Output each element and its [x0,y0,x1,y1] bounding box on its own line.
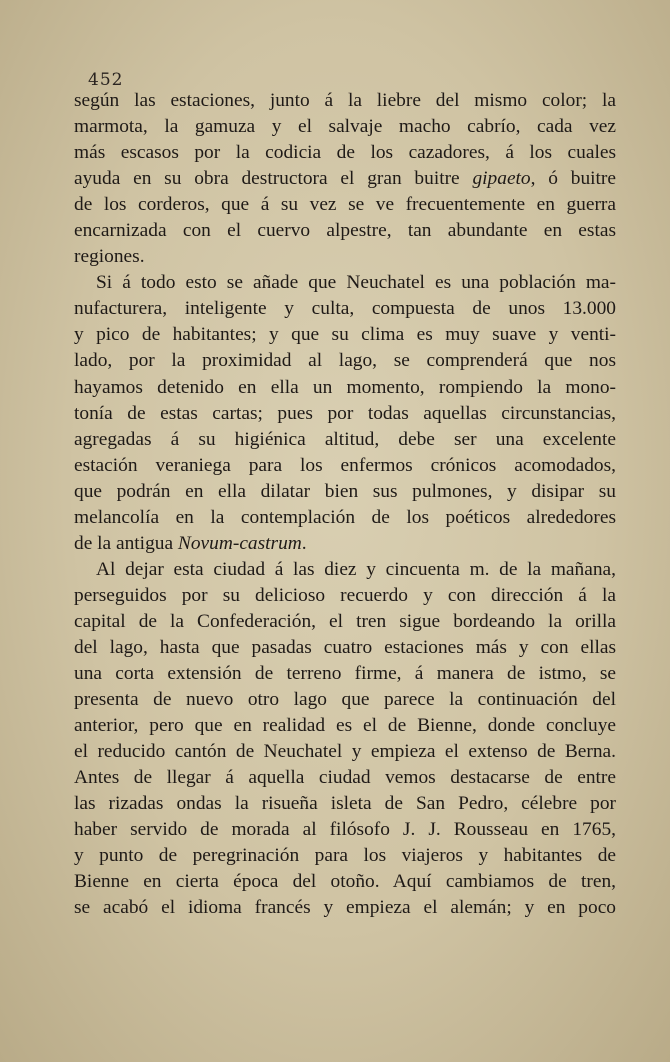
text-line: encarnizada con el cuervo alpestre, tan abundante en estas [74,220,616,242]
text-line: perseguidos por su delicioso recuerdo y con dirección á la [74,584,616,606]
text-line: estación veraniega para los enfermos crónicos acomodados, [74,454,616,476]
text-line [74,166,616,192]
text-line: las rizadas ondas la risueña isleta de San Pedro, célebre por [74,793,616,815]
body-text [74,88,616,922]
page-number: 452 [88,70,124,90]
text-line: marmota, la gamuza y el salvaje macho cabrío, cada vez [74,116,616,138]
text-line: capital de la Confederación, el tren sigue bordeando la orilla [74,610,616,632]
text-line: que podrán en ella dilatar bien sus pulmones, y disipar su [74,480,616,502]
text-line: Al dejar esta ciudad á las diez y cincuenta m. de la mañana, [96,558,616,580]
text-line: del lago, hasta que pasadas cuatro estaciones más y con ellas [74,636,616,658]
text-line: melancolía en la contemplación de los poéticos alrededores [74,506,616,528]
italic-term: gipaeto [472,168,531,190]
text-line: agregadas á su higiénica altitud, debe ser una excelente [74,428,616,450]
text-line: el reducido cantón de Neuchatel y empieza el extenso de Berna. [74,741,616,763]
text-line: Si á todo esto se añade que Neuchatel es una población ma- [96,272,616,294]
text-segment: . [301,532,307,554]
text-line: haber servido de morada al filósofo J. J. Rousseau en 1765, [74,819,616,841]
text-line: Antes de llegar á aquella ciudad vemos destacarse de entre [74,767,616,789]
italic-term: Novum-castrum [177,532,302,554]
text-segment: de la antigua [74,532,178,554]
text-line: y punto de peregrinación para los viajeros y habitantes de [74,845,616,867]
text-segment: , ó buitre [530,168,616,190]
text-line: regiones. [74,246,145,268]
text-line: según las estaciones, junto á la liebre del mismo color; la [74,90,616,111]
text-line: y pico de habitantes; y que su clima es muy suave y venti- [74,324,616,346]
text-line: lado, por la proximidad al lago, se comprenderá que nos [74,350,616,372]
text-line: de los corderos, que á su vez se ve frecuentemente en guerra [74,194,616,216]
text-segment: ayuda en su obra destructora el gran buitre [74,168,473,190]
text-line: presenta de nuevo otro lago que parece la continuación del [74,689,616,711]
text-line: nufacturera, inteligente y culta, compuesta de unos 13.000 [74,298,616,320]
text-line: más escasos por la codicia de los cazadores, á los cuales [74,142,616,164]
text-line: anterior, pero que en realidad es el de Bienne, donde concluye [74,715,616,737]
text-line: Bienne en cierta época del otoño. Aquí cambiamos de tren, [74,871,616,893]
text-line: una corta extensión de terreno firme, á manera de istmo, se [74,663,616,685]
text-line [74,531,616,557]
text-line: hayamos detenido en ella un momento, rompiendo la mono- [74,376,616,398]
text-line: tonía de estas cartas; pues por todas aquellas circunstancias, [74,402,616,424]
text-line: se acabó el idioma francés y empieza el alemán; y en poco [74,897,616,919]
